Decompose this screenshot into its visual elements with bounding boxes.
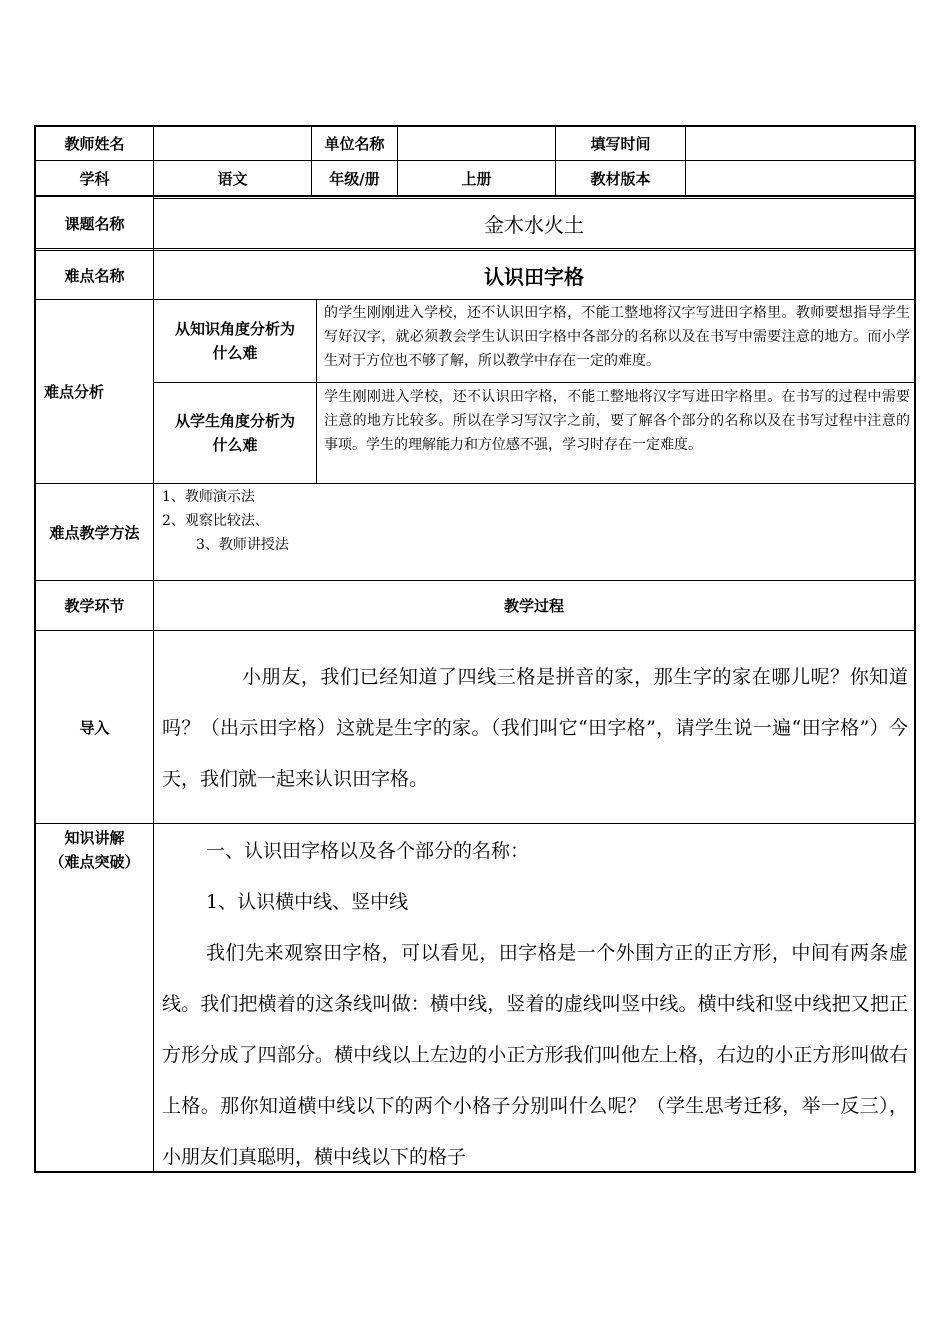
topic-value: 金木水火土 — [484, 213, 584, 237]
unit-value[interactable] — [398, 127, 555, 160]
difficulty-label: 难点名称 — [64, 266, 125, 285]
student-angle-text: 学生刚刚进入学校，还不认识田字格，不能工整地将汉字写进田字格里。在书写的过程中需要注意的地方比较多。所以在学习写汉字之前，要了解各个部分的名称以及在书写过程中注意的事项。学生的理解能力和方位感不强，学习时存在一定难度。 — [324, 389, 910, 453]
method-item-1: 1、教师演示法 — [162, 489, 255, 505]
knowledge-angle-label — [154, 300, 316, 382]
knowledge-angle-label-line2: 什么难 — [212, 344, 258, 362]
process-header: 教学过程 — [503, 597, 564, 615]
grade-value: 上册 — [461, 169, 492, 188]
knowledge-angle-text: 的学生刚刚进入学校，还不认识田字格，不能工整地将汉字写进田字格里。教师要想指导学生写好汉字，就必须教会学生认识田字格中各部分的名称以及在书写中需要注意的地方。而小学生对于方位也不够了解，所以教学中存在一定的难度。 — [324, 305, 910, 369]
analysis-label: 难点分析 — [44, 383, 105, 401]
knowledge-label — [36, 826, 153, 876]
knowledge-label-line2: （难点突破） — [49, 853, 140, 871]
methods-list — [162, 485, 902, 579]
methods-label: 难点教学方法 — [49, 523, 140, 542]
edition-value[interactable] — [686, 161, 914, 195]
knowledge-subheading: 1、认识横中线、竖中线 — [206, 891, 409, 913]
difficulty-value: 认识田字格 — [484, 264, 584, 289]
teacher-name-value[interactable] — [154, 127, 311, 160]
student-angle-label-line2: 什么难 — [212, 436, 258, 454]
stage-header: 教学环节 — [64, 597, 125, 615]
fill-time-value[interactable] — [686, 127, 914, 160]
knowledge-heading: 一、认识田字格以及各个部分的名称： — [206, 840, 530, 862]
grade-label: 年级/册 — [329, 169, 380, 188]
edition-label: 教材版本 — [590, 169, 651, 188]
subject-value: 语文 — [217, 169, 248, 188]
method-item-2: 2、观察比较法、 — [162, 513, 269, 529]
unit-label: 单位名称 — [324, 135, 385, 153]
knowledge-angle-label-line1: 从知识角度分析为 — [174, 320, 295, 338]
knowledge-label-line1: 知识讲解 — [64, 829, 125, 847]
method-item-3: 3、教师讲授法 — [196, 537, 289, 553]
knowledge-text: 我们先来观察田字格，可以看见，田字格是一个外围方正的正方形，中间有两条虚线。我们把横着的这条线叫做：横中线，竖着的虚线叫竖中线。横中线和竖中线把又把正方形分成了四部分。横中线以上左边的小正方形我们叫他左上格，右边的小正方形叫做右上格。那你知道横中线以下的两个小格子分别叫什么呢？（学生思考迁移，举一反三），小朋友们真聪明，横中线以下的格子 — [162, 942, 908, 1168]
knowledge-content — [162, 826, 908, 1170]
student-angle-label — [154, 383, 316, 483]
topic-label: 课题名称 — [64, 215, 125, 233]
fill-time-label: 填写时间 — [590, 135, 651, 153]
subject-label: 学科 — [79, 169, 110, 188]
intro-text: 小朋友，我们已经知道了四线三格是拼音的家，那生字的家在哪儿呢？你知道吗？（出示田字格）这就是生字的家。（我们叫它“田字格”，请学生说一遍“田字格”）今天，我们就一起来认识田字格。 — [162, 666, 908, 790]
intro-label: 导入 — [79, 718, 110, 737]
teacher-name-label: 教师姓名 — [64, 135, 125, 153]
student-angle-label-line1: 从学生角度分析为 — [174, 412, 295, 430]
